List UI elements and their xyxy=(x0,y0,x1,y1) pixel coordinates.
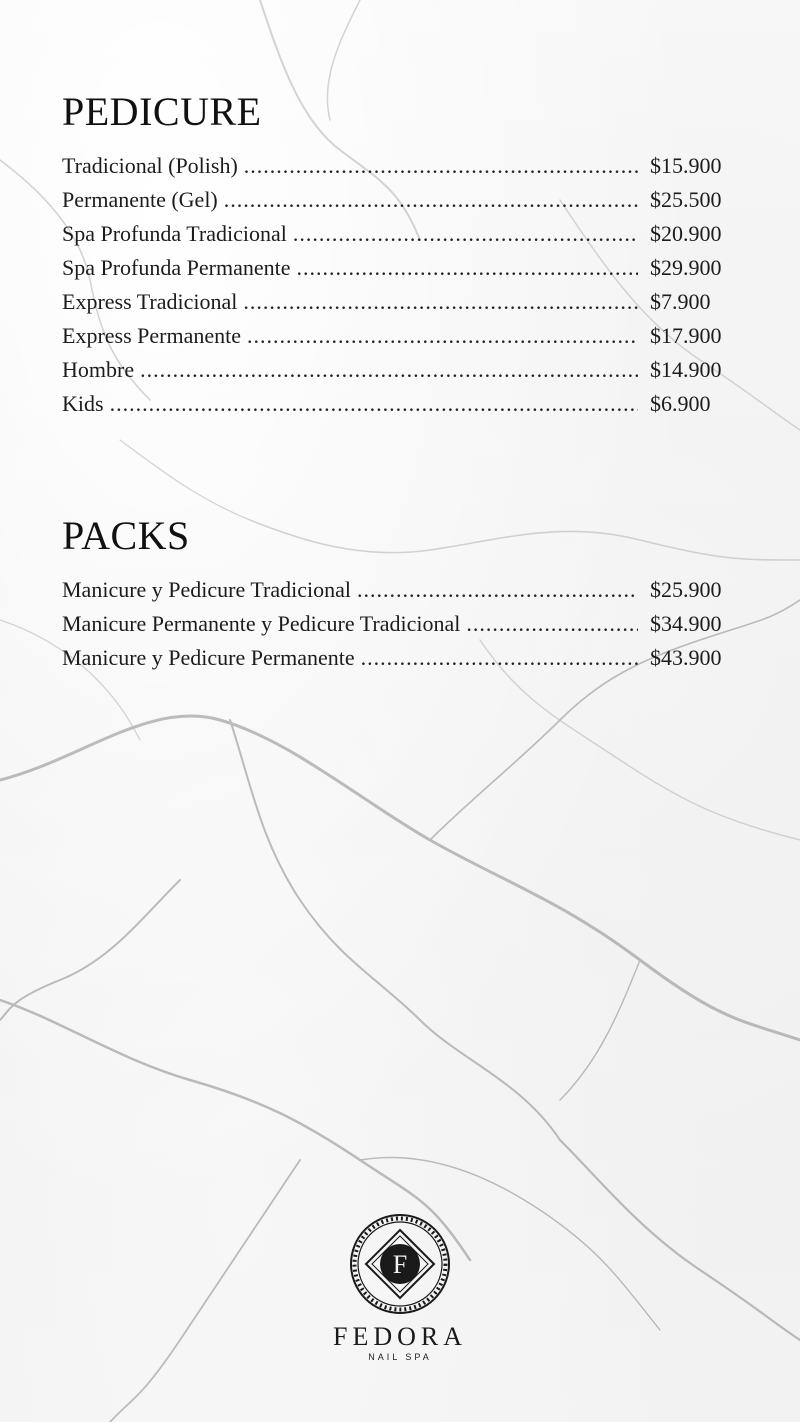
dot-leader xyxy=(110,391,638,417)
item-price: $20.900 xyxy=(650,221,722,246)
pedicure-title: PEDICURE xyxy=(62,89,262,134)
pedicure-section xyxy=(62,88,732,425)
item-name: Kids xyxy=(62,391,104,416)
dot-leader xyxy=(244,153,638,179)
item-name: Manicure y Pedicure Permanente xyxy=(62,645,355,670)
price-row xyxy=(62,221,732,255)
item-price: $43.900 xyxy=(650,645,722,670)
packs-title: PACKS xyxy=(62,513,190,558)
item-price: $14.900 xyxy=(650,357,722,382)
dot-leader xyxy=(224,187,638,213)
price-row xyxy=(62,255,732,289)
logo-letter: F xyxy=(392,1250,408,1279)
item-name: Spa Profunda Permanente xyxy=(62,255,291,280)
item-name: Permanente (Gel) xyxy=(62,187,218,212)
price-row xyxy=(62,323,732,357)
dot-leader xyxy=(361,645,638,671)
fedora-emblem-icon xyxy=(348,1212,452,1316)
item-name: Express Tradicional xyxy=(62,289,238,314)
item-price: $34.900 xyxy=(650,611,722,636)
item-price: $29.900 xyxy=(650,255,722,280)
dot-leader xyxy=(140,357,638,383)
brand-logo xyxy=(320,1212,480,1362)
price-row xyxy=(62,391,732,425)
price-row xyxy=(62,357,732,391)
item-name: Express Permanente xyxy=(62,323,241,348)
dot-leader xyxy=(466,611,638,637)
item-price: $17.900 xyxy=(650,323,722,348)
dot-leader xyxy=(297,255,639,281)
brand-tagline: NAIL SPA xyxy=(368,1352,432,1362)
item-name: Spa Profunda Tradicional xyxy=(62,221,287,246)
price-row xyxy=(62,645,732,679)
pedicure-price-list xyxy=(62,153,732,425)
item-price: $15.900 xyxy=(650,153,722,178)
price-row xyxy=(62,611,732,645)
item-name: Tradicional (Polish) xyxy=(62,153,238,178)
item-price: $25.500 xyxy=(650,187,722,212)
item-price: $6.900 xyxy=(650,391,711,416)
dot-leader xyxy=(357,577,638,603)
packs-section xyxy=(62,512,732,679)
item-price: $25.900 xyxy=(650,577,722,602)
item-name: Manicure y Pedicure Tradicional xyxy=(62,577,351,602)
dot-leader xyxy=(243,289,638,315)
dot-leader xyxy=(247,323,638,349)
price-row xyxy=(62,577,732,611)
brand-name: FEDORA xyxy=(332,1322,467,1351)
price-row xyxy=(62,153,732,187)
item-price: $7.900 xyxy=(650,289,711,314)
item-name: Manicure Permanente y Pedicure Tradicional xyxy=(62,611,461,636)
packs-price-list xyxy=(62,577,732,679)
price-row xyxy=(62,187,732,221)
price-row xyxy=(62,289,732,323)
item-name: Hombre xyxy=(62,357,135,382)
dot-leader xyxy=(293,221,638,247)
